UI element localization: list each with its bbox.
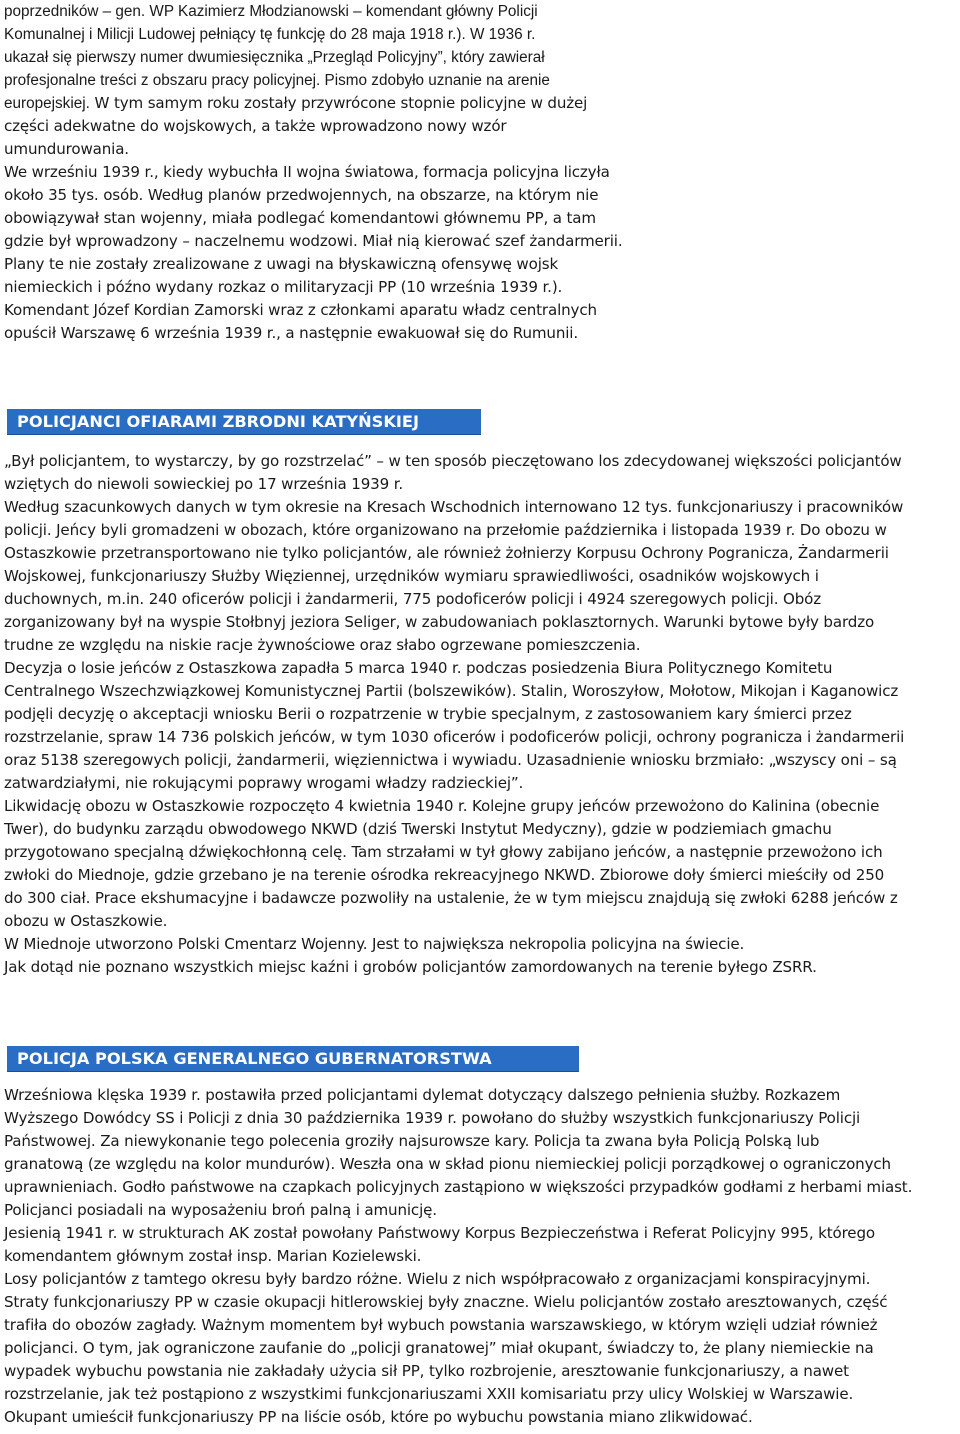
text-line: około 35 tys. osób. Według planów przedwojennych, na obszarze, na którym nie — [4, 186, 599, 204]
text-line: do 300 ciał. Prace ekshumacyjne i badawcze pozwoliły na ustalenie, że w tym miejscu znajdują się zwłoki 6288 jeńców z — [4, 889, 898, 907]
section-heading-general-government: POLICJA POLSKA GENERALNEGO GUBERNATORSTWA — [7, 1046, 579, 1072]
text-line: niemieckich i późno wydany rozkaz o militaryzacji PP (10 września 1939 r.). — [4, 278, 563, 296]
text-line: uprawnieniach. Godło państwowe na czapkach policyjnych zastąpiono w większości przypadków godłami z herbami miast. — [4, 1178, 913, 1196]
text-line: profesjonalne treści z obszaru pracy policyjnej. Pismo zdobyło uznanie na arenie — [4, 72, 550, 89]
text-line: przygotowano specjalną dźwiękochłonną celę. Tam strzałami w tył głowy zabijano jeńców, a następnie przewożono ich — [4, 843, 883, 861]
text-line: oraz 5138 szeregowych policji, żandarmerii, więziennictwa i wywiadu. Uzasadnienie wniosku brzmiało: „wszyscy oni – są — [4, 751, 897, 769]
text-line: obowiązywał stan wojenny, miała podlegać komendantowi głównemu PP, a tam — [4, 209, 596, 227]
text-line: W Miednoje utworzono Polski Cmentarz Wojenny. Jest to największa nekropolia policyjna na świecie. — [4, 935, 745, 953]
text-line: wziętych do niewoli sowieckiej po 17 września 1939 r. — [4, 475, 404, 493]
text-line: Policjanci posiadali na wyposażeniu broń palną i amunicję. — [4, 1201, 437, 1219]
text-line: Komendant Józef Kordian Zamorski wraz z członkami aparatu władz centralnych — [4, 301, 597, 319]
text-line: Wrześniowa klęska 1939 r. postawiła przed policjantami dylemat dotyczący dalszego pełnienia służby. Rozkazem — [4, 1086, 841, 1104]
text-line: Twer), do budynku zarządu obwodowego NKWD (dziś Twerski Instytut Medyczny), gdzie w podziemiach gmachu — [4, 820, 832, 838]
text-line — [4, 92, 960, 115]
text-line: Państwowej. Za niewykonanie tego polecenia groziły najsurowsze kary. Policja ta zwana była Policją Polską lub — [4, 1132, 820, 1150]
text-line: Okupant umieścił funkcjonariuszy PP na liście osób, które po wybuchu powstania miano zlikwidować. — [4, 1408, 753, 1426]
text-line: policji. Jeńcy byli gromadzeni w obozach, które organizowano na przełomie października i listopada 1939 r. Do obozu w — [4, 521, 887, 539]
text-line: Ostaszkowie przetransportowano nie tylko policjantów, ale również żołnierzy Korpusu Ochrony Pogranicza, Żandarmerii — [4, 544, 889, 562]
text-line: Komunalnej i Milicji Ludowej pełniący tę funkcję do 28 maja 1918 r.). W 1936 r. — [4, 26, 536, 43]
text-line: ukazał się pierwszy numer dwumiesięcznika „Przegląd Policyjny”, który zawierał — [4, 49, 545, 66]
text-line: „Był policjantem, to wystarczy, by go rozstrzelać” – w ten sposób pieczętowano los zdecydowanej większości policjantów — [4, 452, 902, 470]
text-line: Likwidację obozu w Ostaszkowie rozpoczęto 4 kwietnia 1940 r. Kolejne grupy jeńców przewożono do Kalinina (obecnie — [4, 797, 880, 815]
text-line: części adekwatne do wojskowych, a także wprowadzono nowy wzór — [4, 117, 507, 135]
text-line: opuścił Warszawę 6 września 1939 r., a następnie ewakuował się do Rumunii. — [4, 324, 579, 342]
text-line: Według szacunkowych danych w tym okresie na Kresach Wschodnich internowano 12 tys. funkcjonariuszy i pracowników — [4, 498, 904, 516]
text-line: Centralnego Wszechzwiązkowej Komunistycznej Partii (bolszewików). Stalin, Woroszyłow, Mołotow, Mikojan i Kaganowicz — [4, 682, 899, 700]
text-line: umundurowania. — [4, 140, 129, 158]
text-line: Straty funkcjonariuszy PP w czasie okupacji hitlerowskiej były znaczne. Wielu policjantów zostało aresztowanych, część — [4, 1293, 888, 1311]
text-line: trudne ze względu na niskie racje żywnościowe oraz słabo ogrzewane pomieszczenia. — [4, 636, 641, 654]
text-line: obozu w Ostaszkowie. — [4, 912, 168, 930]
text-line: Losy policjantów z tamtego okresu były bardzo różne. Wielu z nich współpracowało z organizacjami konspiracyjnymi. — [4, 1270, 871, 1288]
text-line: Decyzja o losie jeńców z Ostaszkowa zapadła 5 marca 1940 r. podczas posiedzenia Biura Politycznego Komitetu — [4, 659, 833, 677]
text-line: Wyższego Dowódcy SS i Policji z dnia 30 października 1939 r. powołano do służby wszystkich funkcjonariuszy Policji — [4, 1109, 861, 1127]
text-line: zorganizowany był na wyspie Stołbnyj jeziora Seliger, w zabudowaniach poklasztornych. Warunki bytowe były bardzo — [4, 613, 875, 631]
text-line-part: europejskiej. — [4, 95, 90, 112]
katyn-text-block — [4, 450, 960, 979]
text-line: Wojskowej, funkcjonariuszy Służby Więziennej, urzędników wymiaru sprawiedliwości, osadników wojskowych i — [4, 567, 819, 585]
text-line: Plany te nie zostały zrealizowane z uwagi na błyskawiczną ofensywę wojsk — [4, 255, 559, 273]
intro-text-block — [4, 0, 960, 345]
text-line: duchownych, m.in. 240 oficerów policji i żandarmerii, 775 podoficerów policji i 4924 szeregowych policji. Obóz — [4, 590, 822, 608]
text-line: zatwardziałymi, nie rokującymi poprawy wrogami władzy radzieckiej”. — [4, 774, 524, 792]
text-line: rozstrzelanie, spraw 14 736 polskich jeńców, w tym 1030 oficerów i podoficerów policji, ochrony pogranicza i żandarmerii — [4, 728, 905, 746]
text-line: podjęli decyzję o akceptacji wniosku Berii o rozpatrzenie w trybie specjalnym, z zastosowaniem kary śmierci przez — [4, 705, 852, 723]
text-line: Jesienią 1941 r. w strukturach AK został powołany Państwowy Korpus Bezpieczeństwa i Referat Policyjny 995, którego — [4, 1224, 875, 1242]
text-line: policjanci. O tym, jak ograniczone zaufanie do „policji granatowej” miał okupant, świadczy to, że plany niemieckie na — [4, 1339, 874, 1357]
text-line: komendantem głównym został insp. Marian Kozielewski. — [4, 1247, 422, 1265]
general-government-text-block — [4, 1084, 960, 1429]
text-line: zwłoki do Miednoje, gdzie grzebano je na terenie ośrodka rekreacyjnego NKWD. Zbiorowe doły śmierci mieściły od 250 — [4, 866, 885, 884]
text-line: wypadek wybuchu powstania nie zakładały użycia sił PP, tylko rozbrojenie, aresztowanie funkcjonariuszy, a nawet — [4, 1362, 849, 1380]
section-heading-katyn: POLICJANCI OFIARAMI ZBRODNI KATYŃSKIEJ — [7, 409, 481, 435]
text-line: granatową (ze względu na kolor mundurów). Weszła ona w skład pionu niemieckiej policji porządkowej o ograniczonych — [4, 1155, 891, 1173]
text-line: gdzie był wprowadzony – naczelnemu wodzowi. Miał nią kierować szef żandarmerii. — [4, 232, 623, 250]
text-line-part: W tym samym roku zostały przywrócone stopnie policyjne w dużej — [89, 94, 588, 112]
text-line: poprzedników – gen. WP Kazimierz Młodzianowski – komendant główny Policji — [4, 3, 538, 20]
text-line: trafiła do obozów zagłady. Ważnym momentem był wybuch powstania warszawskiego, w którym wzięli udział również — [4, 1316, 878, 1334]
text-line: Jak dotąd nie poznano wszystkich miejsc kaźni i grobów policjantów zamordowanych na terenie byłego ZSRR. — [4, 958, 817, 976]
text-line: rozstrzelanie, jak też postąpiono z wszystkimi funkcjonariuszami XXII komisariatu przy ulicy Wolskiej w Warszawie. — [4, 1385, 854, 1403]
text-line: We wrześniu 1939 r., kiedy wybuchła II wojna światowa, formacja policyjna liczyła — [4, 163, 610, 181]
